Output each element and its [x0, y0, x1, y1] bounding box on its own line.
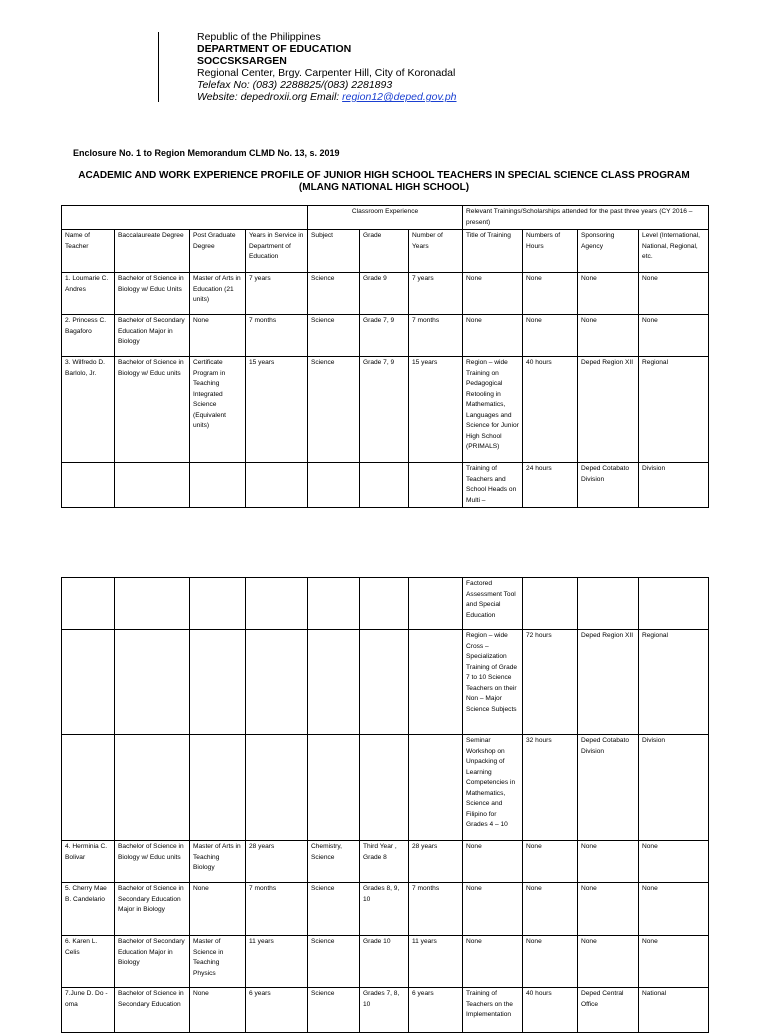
- letterhead-telefax: Telefax No: (083) 2288825/(083) 2281893: [197, 79, 393, 91]
- table-cell: 15 years: [246, 357, 308, 463]
- table-cell: None: [190, 315, 246, 357]
- column-header-row: [62, 230, 709, 273]
- table-cell: [409, 463, 463, 508]
- table-cell: None: [578, 315, 639, 357]
- table-cell: Certificate Program in Teaching Integrated Science (Equivalent units): [190, 357, 246, 463]
- table-cell: None: [639, 273, 709, 315]
- table-cell: None: [578, 273, 639, 315]
- table-cell: Science: [308, 357, 360, 463]
- table-cell: None: [639, 883, 709, 936]
- table-cell: 1. Loumarie C. Andres: [62, 273, 115, 315]
- table-cell: [62, 463, 115, 508]
- table-cell: [578, 578, 639, 630]
- table-cell: [190, 463, 246, 508]
- table-cell: 5. Cherry Mae B. Candelario: [62, 883, 115, 936]
- table-cell: None: [190, 883, 246, 936]
- table-cell: None: [463, 841, 523, 883]
- table-cell: 7 years: [246, 273, 308, 315]
- table-cell: [190, 578, 246, 630]
- table-cell: Bachelor of Science in Secondary Education Major in Biology: [115, 883, 190, 936]
- table-cell: 24 hours: [523, 463, 578, 508]
- table-cell: Chemistry, Science: [308, 841, 360, 883]
- table-cell: Regional: [639, 630, 709, 735]
- table-cell: Master of Arts in Education (21 units): [190, 273, 246, 315]
- table-cell: Science: [308, 315, 360, 357]
- table-cell: [62, 578, 115, 630]
- table-cell: Division: [639, 735, 709, 841]
- table-cell: None: [523, 841, 578, 883]
- table-cell: Factored Assessment Tool and Special Education: [463, 578, 523, 630]
- table-row: [62, 578, 709, 630]
- header-level: Level (International, National, Regional, etc.: [639, 230, 709, 273]
- email-link[interactable]: region12@deped.gov.ph: [342, 91, 457, 103]
- table-cell: [308, 578, 360, 630]
- table-cell: [360, 735, 409, 841]
- table-cell: None: [523, 315, 578, 357]
- table-row: [62, 273, 709, 315]
- table-cell: [409, 735, 463, 841]
- table-cell: 40 hours: [523, 357, 578, 463]
- group-header-trainings: Relevant Trainings/Scholarships attended for the past three years (CY 2016 – present): [463, 206, 709, 230]
- group-header-classroom: Classroom Experience: [308, 206, 463, 230]
- table-cell: 2. Princess C. Bagaforo: [62, 315, 115, 357]
- table-row: [62, 357, 709, 463]
- letterhead-address: Regional Center, Brgy. Carpenter Hill, City of Koronadal: [197, 67, 456, 79]
- table-row: [62, 841, 709, 883]
- table-cell: [409, 578, 463, 630]
- table-cell: None: [578, 936, 639, 988]
- table-cell: None: [463, 273, 523, 315]
- table-cell: 6. Karen L. Celis: [62, 936, 115, 988]
- table-cell: Grade 7, 9: [360, 357, 409, 463]
- table-cell: None: [639, 936, 709, 988]
- table-cell: [62, 630, 115, 735]
- table-cell: 11 years: [409, 936, 463, 988]
- letterhead-website: Website: depedroxii.org Email:: [197, 91, 343, 103]
- table-cell: 7.June D. Do - oma: [62, 988, 115, 1033]
- table-cell: Region – wide Cross – Specialization Training of Grade 7 to 10 Science Teachers on their Non – Major Science Subjects: [463, 630, 523, 735]
- header-name: Name of Teacher: [62, 230, 115, 273]
- table-cell: Master of Arts in Teaching Biology: [190, 841, 246, 883]
- profile-table-page1: [61, 205, 709, 508]
- table-row: [62, 988, 709, 1033]
- table-cell: None: [523, 883, 578, 936]
- table-cell: 3. Wilfredo D. Barlolo, Jr.: [62, 357, 115, 463]
- header-baccalaureate: Baccalaureate Degree: [115, 230, 190, 273]
- table-cell: 15 years: [409, 357, 463, 463]
- table-cell: [308, 630, 360, 735]
- table-cell: 7 years: [409, 273, 463, 315]
- letterhead-region: SOCCSKSARGEN: [197, 55, 287, 67]
- table-cell: 7 months: [246, 315, 308, 357]
- group-header-row: [62, 206, 709, 230]
- table-cell: Deped Central Office: [578, 988, 639, 1033]
- table-cell: Deped Cotabato Division: [578, 735, 639, 841]
- table-cell: 4. Herminia C. Bolivar: [62, 841, 115, 883]
- table-cell: None: [523, 936, 578, 988]
- profile-table-page2: [61, 577, 709, 1033]
- table-cell: [115, 735, 190, 841]
- table-cell: Science: [308, 273, 360, 315]
- table-cell: [190, 735, 246, 841]
- table-cell: [308, 735, 360, 841]
- table-cell: None: [190, 988, 246, 1033]
- table-cell: Deped Region XII: [578, 357, 639, 463]
- table-cell: Deped Cotabato Division: [578, 463, 639, 508]
- table-cell: None: [639, 315, 709, 357]
- table-cell: [360, 578, 409, 630]
- header-training-title: Title of Training: [463, 230, 523, 273]
- table-row: [62, 883, 709, 936]
- table-cell: [639, 578, 709, 630]
- header-subject: Subject: [308, 230, 360, 273]
- table-cell: Bachelor of Science in Biology w/ Educ units: [115, 357, 190, 463]
- letterhead-republic: Republic of the Philippines: [197, 31, 321, 43]
- group-header-blank: [62, 206, 308, 230]
- table-cell: [115, 630, 190, 735]
- header-number-years: Number of Years: [409, 230, 463, 273]
- table-cell: 6 years: [409, 988, 463, 1033]
- table-cell: None: [523, 273, 578, 315]
- table-cell: None: [463, 315, 523, 357]
- header-hours: Numbers of Hours: [523, 230, 578, 273]
- table-cell: Third Year , Grade 8: [360, 841, 409, 883]
- table-cell: [115, 463, 190, 508]
- letterhead-divider: [158, 32, 159, 102]
- table-cell: Science: [308, 988, 360, 1033]
- table-cell: Grade 9: [360, 273, 409, 315]
- table-cell: 28 years: [409, 841, 463, 883]
- table-cell: Bachelor of Secondary Education Major in Biology: [115, 315, 190, 357]
- table-cell: 7 months: [409, 883, 463, 936]
- table-cell: [190, 630, 246, 735]
- table-cell: [360, 630, 409, 735]
- table-cell: [246, 578, 308, 630]
- table-cell: 28 years: [246, 841, 308, 883]
- letterhead: [197, 31, 457, 103]
- table-cell: [246, 463, 308, 508]
- document-title: [60, 170, 708, 194]
- table-cell: [246, 735, 308, 841]
- table-cell: 6 years: [246, 988, 308, 1033]
- table-cell: [308, 463, 360, 508]
- header-agency: Sponsoring Agency: [578, 230, 639, 273]
- table-row: [62, 936, 709, 988]
- table-cell: Science: [308, 936, 360, 988]
- table-row: [62, 735, 709, 841]
- header-years-service: Years in Service in Department of Education: [246, 230, 308, 273]
- table-cell: Region – wide Training on Pedagogical Retooling in Mathematics, Languages and Science for Junior High School (PRIMALS): [463, 357, 523, 463]
- table-cell: Regional: [639, 357, 709, 463]
- table-cell: [360, 463, 409, 508]
- table-cell: Grade 7, 9: [360, 315, 409, 357]
- table-cell: Deped Region XII: [578, 630, 639, 735]
- document-title-line2: (MLANG NATIONAL HIGH SCHOOL): [298, 182, 470, 193]
- table-cell: 11 years: [246, 936, 308, 988]
- table-cell: Division: [639, 463, 709, 508]
- table-cell: Bachelor of Science in Secondary Education: [115, 988, 190, 1033]
- table-cell: [523, 578, 578, 630]
- table-cell: [115, 578, 190, 630]
- table-cell: None: [463, 936, 523, 988]
- table-cell: Seminar Workshop on Unpacking of Learning Competencies in Mathematics, Science and Filipino for Grades 4 – 10: [463, 735, 523, 841]
- table-cell: [246, 630, 308, 735]
- table-cell: 72 hours: [523, 630, 578, 735]
- letterhead-department: DEPARTMENT OF EDUCATION: [197, 43, 352, 55]
- table-cell: 7 months: [409, 315, 463, 357]
- table-cell: Master of Science in Teaching Physics: [190, 936, 246, 988]
- header-grade: Grade: [360, 230, 409, 273]
- table-cell: Grades 8, 9, 10: [360, 883, 409, 936]
- table-cell: None: [578, 883, 639, 936]
- table-cell: Bachelor of Science in Biology w/ Educ Units: [115, 273, 190, 315]
- table-cell: None: [463, 883, 523, 936]
- table-cell: Grade 10: [360, 936, 409, 988]
- table-cell: 32 hours: [523, 735, 578, 841]
- table-row: [62, 463, 709, 508]
- header-post-graduate: Post Graduate Degree: [190, 230, 246, 273]
- table-cell: 40 hours: [523, 988, 578, 1033]
- table-cell: [62, 735, 115, 841]
- table-row: [62, 315, 709, 357]
- document-title-line1: ACADEMIC AND WORK EXPERIENCE PROFILE OF JUNIOR HIGH SCHOOL TEACHERS IN SPECIAL SCIENCE CLASS PROGRAM: [78, 170, 690, 181]
- table-cell: None: [578, 841, 639, 883]
- table-cell: Training of Teachers and School Heads on Multi –: [463, 463, 523, 508]
- table-cell: Bachelor of Science in Biology w/ Educ units: [115, 841, 190, 883]
- enclosure-note: Enclosure No. 1 to Region Memorandum CLMD No. 13, s. 2019: [73, 148, 340, 158]
- table-cell: Training of Teachers on the Implementation: [463, 988, 523, 1033]
- table-cell: None: [639, 841, 709, 883]
- letterhead-contact: [197, 91, 457, 103]
- table-cell: [409, 630, 463, 735]
- table-row: [62, 630, 709, 735]
- table-cell: Grades 7, 8, 10: [360, 988, 409, 1033]
- table-cell: National: [639, 988, 709, 1033]
- table-cell: Bachelor of Secondary Education Major in Biology: [115, 936, 190, 988]
- table-cell: Science: [308, 883, 360, 936]
- table-cell: 7 months: [246, 883, 308, 936]
